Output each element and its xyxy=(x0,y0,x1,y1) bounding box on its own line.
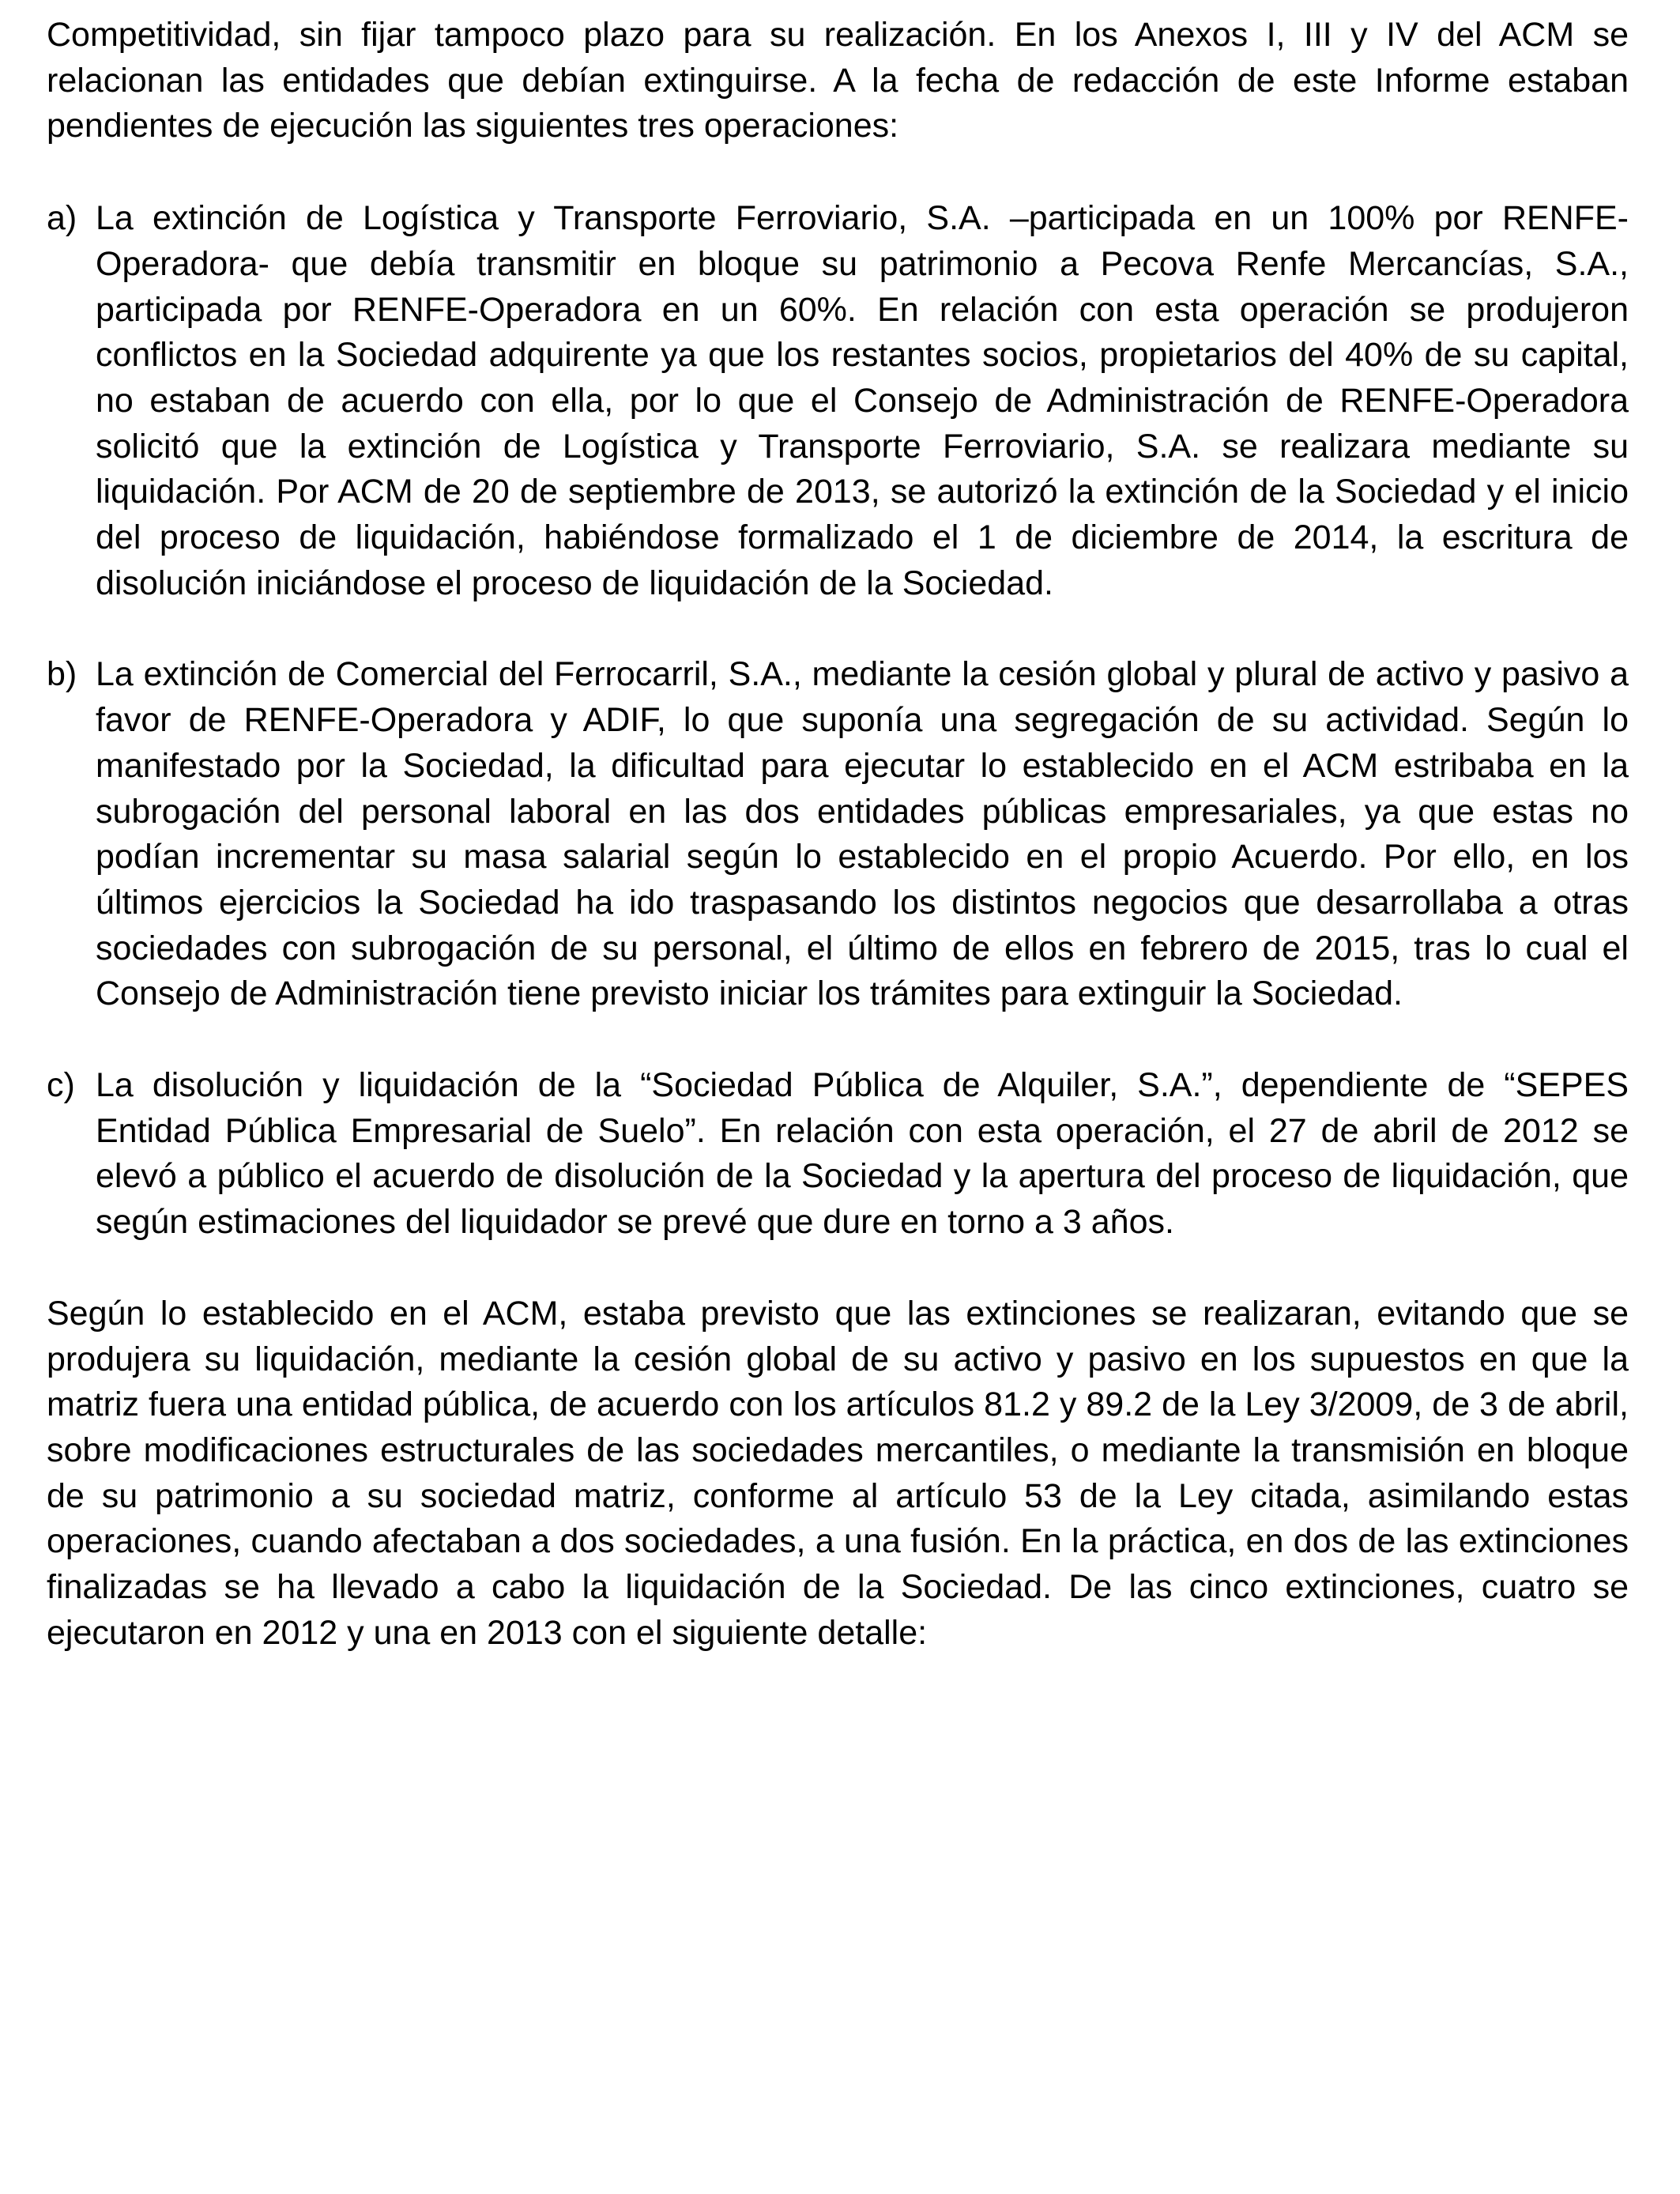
operations-list xyxy=(47,196,1629,1246)
intro-paragraph: Competitividad, sin fijar tampoco plazo para su realización. En los Anexos I, III y IV del ACM se relacionan las entidades que debían extinguirse. A la fecha de redacción de este Informe estaban pendientes de ejecución las siguientes tres operaciones: xyxy=(47,16,1629,145)
document-page xyxy=(47,13,1629,1657)
list-item-a-text: La extinción de Logística y Transporte Ferroviario, S.A. –participada en un 100% por RENFE-Operadora- que debía transmitir en bloque su patrimonio a Pecova Renfe Mercancías, S.A., participada por RENFE-Operadora en un 60%. En relación con esta operación se produjeron conflictos en la Sociedad adquirente ya que los restantes socios, propietarios del 40% de su capital, no estaban de acuerdo con ella, por lo que el Consejo de Administración de RENFE-Operadora solicitó que la extinción de Logística y Transporte Ferroviario, S.A. se realizara mediante su liquidación. Por ACM de 20 de septiembre de 2013, se autorizó la extinción de la Sociedad y el inicio del proceso de liquidación, habiéndose formalizado el 1 de diciembre de 2014, la escritura de disolución iniciándose el proceso de liquidación de la Sociedad. xyxy=(96,199,1629,602)
list-marker-c: c) xyxy=(47,1066,75,1105)
list-marker-b: b) xyxy=(47,655,77,694)
closing-paragraph: Según lo establecido en el ACM, estaba previsto que las extinciones se realizaran, evitando que se produjera su liquidación, mediante la cesión global de su activo y pasivo en los supuestos en que la matriz fuera una entidad pública, de acuerdo con los artículos 81.2 y 89.2 de la Ley 3/2009, de 3 de abril, sobre modificaciones estructurales de las sociedades mercantiles, o mediante la transmisión en bloque de su patrimonio a su sociedad matriz, conforme al artículo 53 de la Ley citada, asimilando estas operaciones, cuando afectaban a dos sociedades, a una fusión. En la práctica, en dos de las extinciones finalizadas se ha llevado a cabo la liquidación de la Sociedad. De las cinco extinciones, cuatro se ejecutaron en 2012 y una en 2013 con el siguiente detalle: xyxy=(47,1294,1629,1652)
list-marker-a: a) xyxy=(47,199,77,238)
list-item-c-text: La disolución y liquidación de la “Sociedad Pública de Alquiler, S.A.”, dependiente de “SEPES Entidad Pública Empresarial de Suelo”. En relación con esta operación, el 27 de abril de 2012 se elevó a público el acuerdo de disolución de la Sociedad y la apertura del proceso de liquidación, que según estimaciones del liquidador se prevé que dure en torno a 3 años. xyxy=(96,1066,1629,1242)
list-item-b xyxy=(47,652,1629,1017)
list-item-a xyxy=(47,196,1629,606)
list-item-c xyxy=(47,1063,1629,1246)
list-item-b-text: La extinción de Comercial del Ferrocarril, S.A., mediante la cesión global y plural de activo y pasivo a favor de RENFE-Operadora y ADIF, lo que suponía una segregación de su actividad. Según lo manifestado por la Sociedad, la dificultad para ejecutar lo establecido en el ACM estribaba en la subrogación del personal laboral en las dos entidades públicas empresariales, ya que estas no podían incrementar su masa salarial según lo establecido en el propio Acuerdo. Por ello, en los últimos ejercicios la Sociedad ha ido traspasando los distintos negocios que desarrollaba a otras sociedades con subrogación de su personal, el último de ellos en febrero de 2015, tras lo cual el Consejo de Administración tiene previsto iniciar los trámites para extinguir la Sociedad. xyxy=(96,655,1629,1013)
